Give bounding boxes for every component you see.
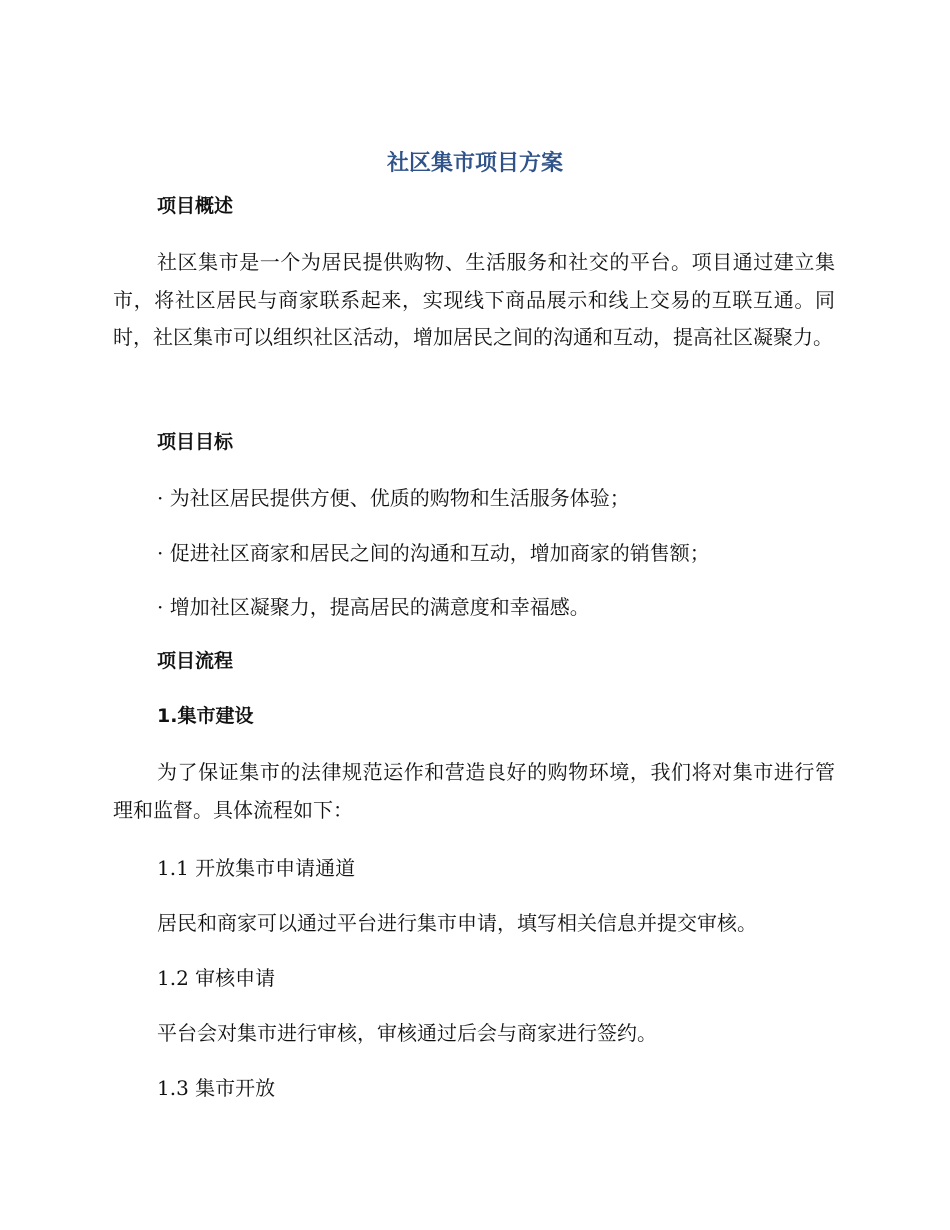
subheading-market-construction: 1.集市建设	[157, 705, 254, 727]
section-heading-goals: 项目目标	[157, 431, 234, 453]
section-heading-process: 项目流程	[157, 650, 234, 672]
overview-paragraph: 社区集市是一个为居民提供购物、生活服务和社交的平台。项目通过建立集市，将社区居民与商家联系起来，实现线下商品展示和线上交易的互联互通。同时，社区集市可以组织社区活动，增加居民之间的沟通和互动，提高社区凝聚力。	[113, 250, 835, 349]
goal-item: · 促进社区商家和居民之间的沟通和互动，增加商家的销售额；	[157, 541, 710, 565]
process-intro-paragraph: 为了保证集市的法律规范运作和营造良好的购物环境，我们将对集市进行管理和监督。具体流程如下：	[113, 760, 835, 822]
step-text: 平台会对集市进行审核，审核通过后会与商家进行签约。	[157, 1021, 657, 1045]
document-title: 社区集市项目方案	[386, 151, 563, 176]
step-label: 1.1 开放集市申请通道	[157, 856, 356, 880]
step-text: 居民和商家可以通过平台进行集市申请，填写相关信息并提交审核。	[157, 911, 757, 935]
goal-item: · 为社区居民提供方便、优质的购物和生活服务体验；	[157, 486, 630, 510]
section-heading-overview: 项目概述	[157, 195, 234, 217]
step-label: 1.2 审核申请	[157, 966, 276, 990]
step-label: 1.3 集市开放	[157, 1076, 276, 1100]
goal-item: · 增加社区凝聚力，提高居民的满意度和幸福感。	[157, 595, 590, 619]
